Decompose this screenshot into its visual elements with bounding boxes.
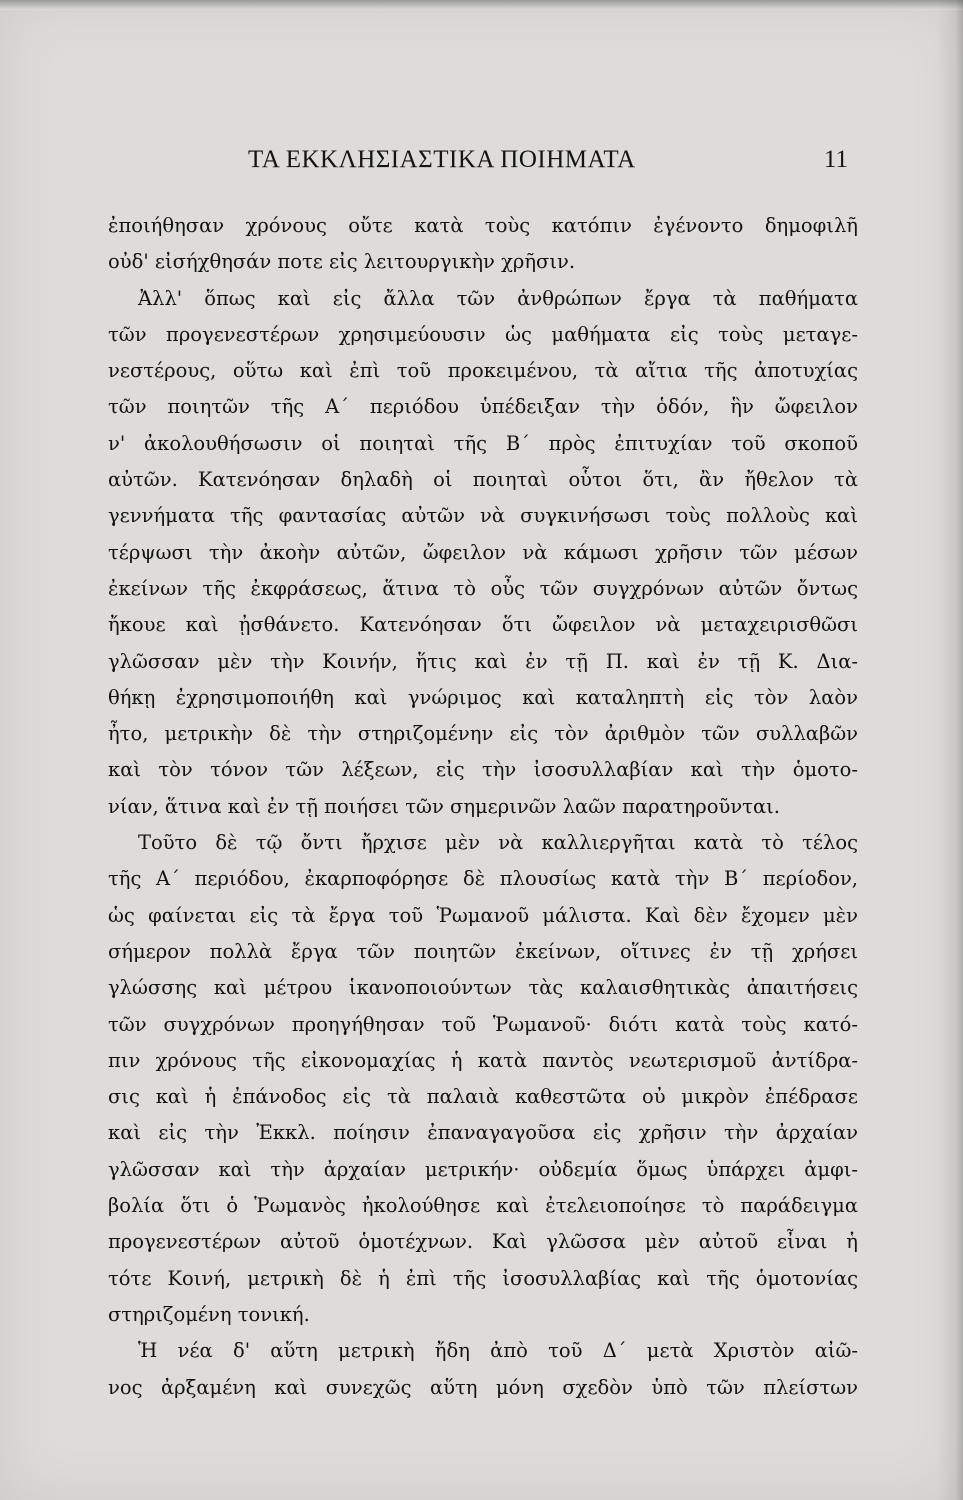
text-line: τότε Κοινή, μετρικὴ δὲ ἡ ἐπὶ τῆς ἰσοσυλλαβίας καὶ τῆς ὁμοτονίας: [108, 1266, 858, 1290]
text-line: στηριζομένη τονική.: [108, 1302, 310, 1326]
text-line: γλώσσης καὶ μέτρου ἱκανοποιούντων τὰς καλαισθητικὰς ἀπαιτήσεις: [108, 976, 858, 1000]
text-line: σις καὶ ἡ ἐπάνοδος εἰς τὰ παλαιὰ καθεστῶτα οὐ μικρὸν ἐπέδρασε: [108, 1085, 858, 1109]
text-line: Τοῦτο δὲ τῷ ὄντι ἤρχισε μὲν νὰ καλλιεργῆται κατὰ τὸ τέλος: [138, 831, 858, 855]
text-line: γεννήματα τῆς φαντασίας αὐτῶν νὰ συγκινήσωσι τοὺς πολλοὺς καὶ: [108, 504, 858, 528]
text-line: τῶν προγενεστέρων χρησιμεύουσιν ὡς μαθήματα εἰς τοὺς μεταγε-: [108, 322, 858, 346]
text-line: προγενεστέρων αὐτοῦ ὁμοτέχνων. Καὶ γλῶσσα μὲν αὐτοῦ εἶναι ἡ: [108, 1230, 858, 1254]
text-line: νεστέρους, οὕτω καὶ ἐπὶ τοῦ προκειμένου, τὰ αἴτια τῆς ἀποτυχίας: [108, 359, 858, 383]
text-line: θήκῃ ἐχρησιμοποιήθη καὶ γνώριμος καὶ καταληπτὴ εἰς τὸν λαὸν: [108, 685, 858, 709]
text-line: ἤκουε καὶ ᾐσθάνετο. Κατενόησαν ὅτι ὤφειλον νὰ μεταχειρισθῶσι: [108, 613, 858, 637]
text-line: καὶ εἰς τὴν Ἐκκλ. ποίησιν ἐπαναγαγοῦσα εἰς χρῆσιν τὴν ἀρχαίαν: [108, 1121, 858, 1145]
scan-top-shadow: [0, 0, 963, 10]
text-line: καὶ τὸν τόνον τῶν λέξεων, εἰς τὴν ἰσοσυλλαβίαν καὶ τὴν ὁμοτο-: [108, 758, 858, 782]
text-line: τῶν ποιητῶν τῆς Α΄ περιόδου ὑπέδειξαν τὴν ὁδόν, ἣν ὤφειλον: [108, 395, 858, 419]
text-line: ἐποιήθησαν χρόνους οὔτε κατὰ τοὺς κατόπιν ἐγένοντο δημοφιλῆ: [108, 214, 858, 237]
page-edge-shadow: [937, 0, 963, 1500]
text-line: ν' ἀκολουθήσωσιν οἱ ποιηταὶ τῆς Β΄ πρὸς ἐπιτυχίαν τοῦ σκοποῦ: [108, 431, 858, 455]
text-line: σήμερον πολλὰ ἔργα τῶν ποιητῶν ἐκείνων, οἵτινες ἐν τῇ χρήσει: [108, 939, 858, 963]
page-header: [100, 146, 862, 182]
running-title: ΤΑ ΕΚΚΛΗΣΙΑΣΤΙΚΑ ΠΟΙΗΜΑΤΑ: [248, 146, 636, 173]
text-line: νος ἀρξαμένη καὶ συνεχῶς αὕτη μόνη σχεδὸν ὑπὸ τῶν πλείστων: [108, 1375, 858, 1399]
text-line: τῶν συγχρόνων προηγήθησαν τοῦ Ῥωμανοῦ· διότι κατὰ τοὺς κατό-: [108, 1012, 858, 1036]
text-line: πιν χρόνους τῆς εἰκονομαχίας ἡ κατὰ παντὸς νεωτερισμοῦ ἀντίδρα-: [108, 1048, 858, 1072]
text-line: γλῶσσαν μὲν τὴν Κοινήν, ἥτις καὶ ἐν τῇ Π. καὶ ἐν τῇ Κ. Δια-: [108, 649, 858, 673]
text-line: Ἀλλ' ὅπως καὶ εἰς ἄλλα τῶν ἀνθρώπων ἔργα τὰ παθήματα: [138, 286, 858, 310]
text-line: ἐκείνων τῆς ἐκφράσεως, ἅτινα τὸ οὖς τῶν συγχρόνων αὐτῶν ὄντως: [108, 576, 858, 600]
text-line: ἦτο, μετρικὴν δὲ τὴν στηριζομένην εἰς τὸν ἀριθμὸν τῶν συλλαβῶν: [108, 722, 858, 746]
text-line: ὡς φαίνεται εἰς τὰ ἔργα τοῦ Ῥωμανοῦ μάλιστα. Καὶ δὲν ἔχομεν μὲν: [108, 903, 858, 927]
body-text: [108, 208, 858, 1406]
text-line: οὐδ' εἰσήχθησάν ποτε εἰς λειτουργικὴν χρῆσιν.: [108, 250, 576, 274]
text-line: τέρψωσι τὴν ἀκοὴν αὐτῶν, ὤφειλον νὰ κάμωσι χρῆσιν τῶν μέσων: [108, 540, 858, 564]
text-line: νίαν, ἅτινα καὶ ἐν τῇ ποιήσει τῶν σημερινῶν λαῶν παρατηροῦνται.: [108, 794, 780, 818]
page-number: 11: [823, 146, 848, 173]
text-line: αὐτῶν. Κατενόησαν δηλαδὴ οἱ ποιηταὶ οὗτοι ὅτι, ἂν ἤθελον τὰ: [108, 468, 858, 492]
text-line: Ἡ νέα δ' αὕτη μετρικὴ ἤδη ἀπὸ τοῦ Δ΄ μετὰ Χριστὸν αἰῶ-: [138, 1339, 858, 1363]
text-line: τῆς Α΄ περιόδου, ἐκαρποφόρησε δὲ πλουσίως κατὰ τὴν Β΄ περίοδον,: [108, 867, 858, 891]
text-line: βολία ὅτι ὁ Ῥωμανὸς ἠκολούθησε καὶ ἐτελειοποίησε τὸ παράδειγμα: [108, 1194, 858, 1218]
text-line: γλῶσσαν καὶ τὴν ἀρχαίαν μετρικήν· οὐδεμία ὅμως ὑπάρχει ἀμφι-: [108, 1157, 858, 1181]
